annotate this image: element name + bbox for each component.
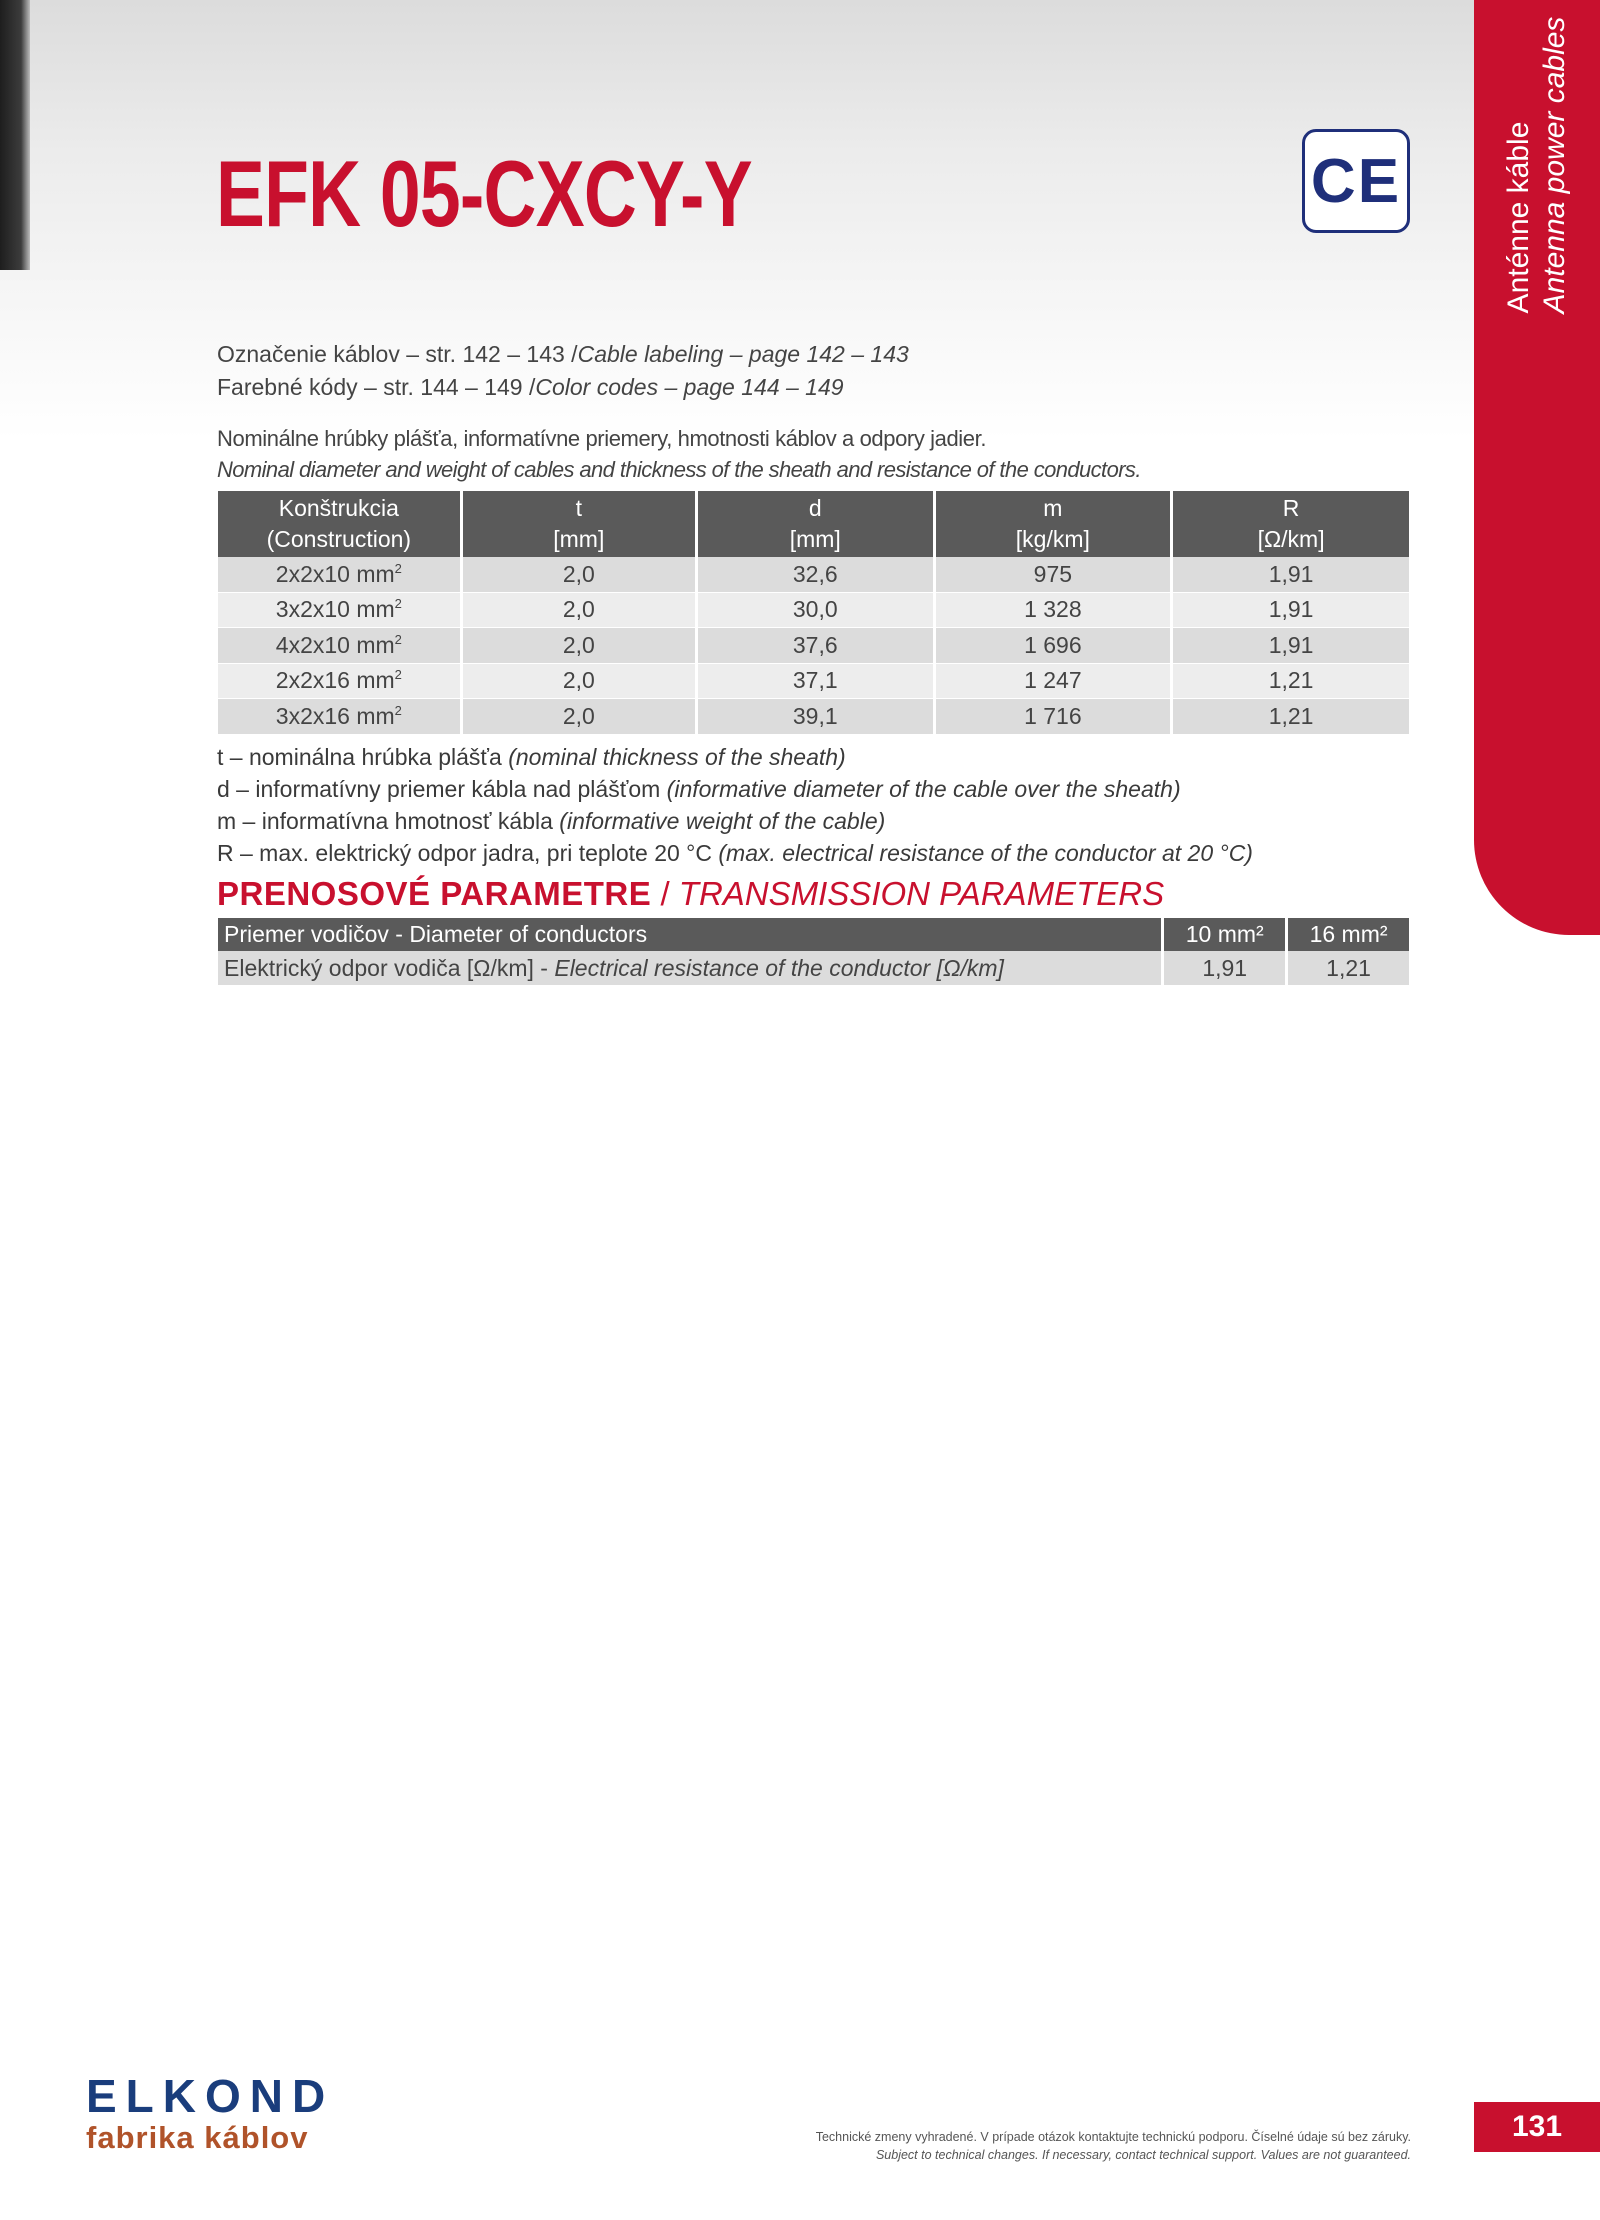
m-cell: 1 716 (936, 699, 1171, 735)
table-row (218, 628, 1409, 664)
construction-cell: 3x2x10 $mm^2$ (218, 593, 460, 629)
r-cell: 1,91 (1173, 593, 1409, 629)
d-cell: 37,1 (698, 664, 933, 700)
construction-cell: 4x2x10 $mm^2$ (218, 628, 460, 664)
d-cell: 32,6 (698, 557, 933, 593)
d-cell: 30,0 (698, 593, 933, 629)
legend-item: t – nominálna hrúbka plášťa (nominal thickness of the sheath) (217, 744, 846, 770)
t-cell: 2,0 (463, 699, 695, 735)
transmission-table (215, 918, 1412, 985)
column-header: d [mm] (698, 491, 933, 557)
column-header: R [Ω/km] (1173, 491, 1409, 557)
r-cell: 1,21 (1173, 699, 1409, 735)
elkond-logo (86, 2072, 334, 2156)
diameter-16-header: 16 mm² (1288, 918, 1409, 951)
transmission-header-row (218, 918, 1409, 951)
construction-cell: 3x2x16 $mm^2$ (218, 699, 460, 735)
d-cell: 39,1 (698, 699, 933, 735)
table-caption-en: Nominal diameter and weight of cables and thickness of the sheath and resistance of the conductors. (217, 457, 1141, 482)
m-cell: 975 (936, 557, 1171, 593)
m-cell: 1 247 (936, 664, 1171, 700)
cable-parameters-table (215, 491, 1412, 735)
footer-disclaimer (816, 2128, 1411, 2164)
category-label-en: Antenna power cables (1538, 16, 1571, 314)
disclaimer-sk: Technické zmeny vyhradené. V prípade otázok kontaktujte technickú podporu. Číselné údaje sú bez záruky. (815, 2130, 1411, 2144)
resistance-label: Elektrický odpor vodiča [Ω/km] - Electrical resistance of the conductor [Ω/km] (218, 951, 1161, 985)
color-codes-reference: Farebné kódy – str. 144 – 149 /Color codes – page 144 – 149 (217, 374, 844, 400)
diameter-10-header: 10 mm² (1164, 918, 1285, 951)
t-cell: 2,0 (463, 557, 695, 593)
t-cell: 2,0 (463, 628, 695, 664)
column-header: m [kg/km] (936, 491, 1171, 557)
legend-item: m – informatívna hmotnosť kábla (informative weight of the cable) (217, 808, 886, 834)
legend-item: R – max. elektrický odpor jadra, pri teplote 20 °C (max. electrical resistance of the conductor at 20 °C) (217, 840, 1253, 866)
resistance-16: 1,21 (1288, 951, 1409, 985)
table-caption-sk: Nominálne hrúbky plášťa, informatívne priemery, hmotnosti káblov a odpory jadier. (217, 426, 987, 451)
page-number: 131 (1474, 2102, 1600, 2152)
diameter-header: Priemer vodičov - Diameter of conductors (218, 918, 1161, 951)
table-header-row (218, 491, 1409, 557)
construction-cell: 2x2x16 $mm^2$ (218, 664, 460, 700)
r-cell: 1,21 (1173, 664, 1409, 700)
column-header: t [mm] (463, 491, 695, 557)
symbol-legend (217, 741, 1253, 869)
t-cell: 2,0 (463, 593, 695, 629)
construction-cell: 2x2x10 $mm^2$ (218, 557, 460, 593)
column-header: Konštrukcia (Construction) (218, 491, 460, 557)
table-row (218, 699, 1409, 735)
table-row (218, 664, 1409, 700)
transmission-section-title: PRENOSOVÉ PARAMETRE / TRANSMISSION PARAMETERS (217, 875, 1165, 912)
table-row (218, 557, 1409, 593)
category-side-tab-label (1501, 17, 1573, 314)
category-label-sk: Anténne káble (1502, 121, 1535, 314)
cable-image-strip (0, 0, 30, 270)
product-title: EFK 05-CXCY-Y (216, 141, 752, 246)
t-cell: 2,0 (463, 664, 695, 700)
m-cell: 1 696 (936, 628, 1171, 664)
r-cell: 1,91 (1173, 628, 1409, 664)
reference-lines (217, 338, 909, 404)
d-cell: 37,6 (698, 628, 933, 664)
logo-subtitle: fabrika káblov (86, 2120, 309, 2155)
resistance-row (218, 951, 1409, 985)
r-cell: 1,91 (1173, 557, 1409, 593)
resistance-10: 1,91 (1164, 951, 1285, 985)
disclaimer-en: Subject to technical changes. If necessary, contact technical support. Values are not guaranteed. (875, 2148, 1411, 2162)
table-row (218, 593, 1409, 629)
labeling-reference: Označenie káblov – str. 142 – 143 /Cable labeling – page 142 – 143 (217, 341, 909, 367)
logo-brand: ELKOND (86, 2070, 335, 2122)
ce-mark-icon: CE (1302, 129, 1410, 233)
m-cell: 1 328 (936, 593, 1171, 629)
legend-item: d – informatívny priemer kábla nad plášťom (informative diameter of the cable over the sheath) (217, 776, 1181, 802)
